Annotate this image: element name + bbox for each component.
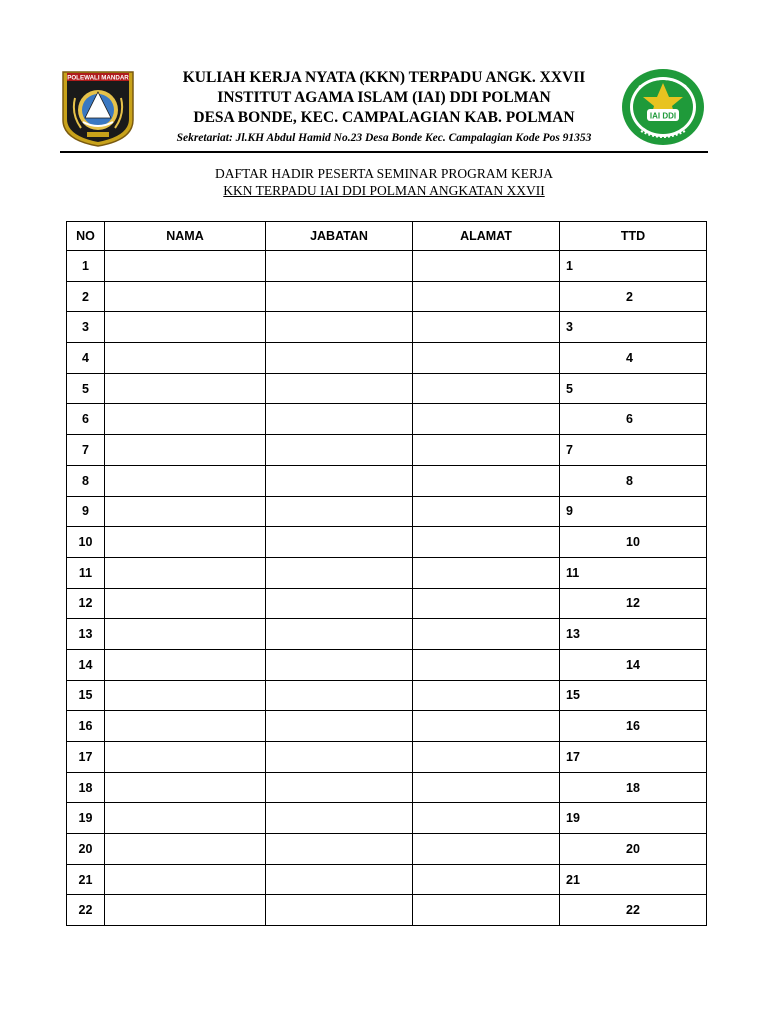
jabatan-cell (266, 465, 413, 496)
column-header-no: NO (67, 222, 105, 251)
nama-cell (105, 864, 266, 895)
signature-cell: 14 (560, 649, 707, 680)
row-number: 22 (67, 895, 105, 926)
signature-cell: 17 (560, 742, 707, 773)
jabatan-cell (266, 742, 413, 773)
jabatan-cell (266, 343, 413, 374)
column-header-ttd: TTD (560, 222, 707, 251)
nama-cell (105, 435, 266, 466)
signature-cell: 19 (560, 803, 707, 834)
alamat-cell (413, 680, 560, 711)
program-title: KULIAH KERJA NYATA (KKN) TERPADU ANGK. XXVII (182, 69, 586, 86)
row-number: 18 (67, 772, 105, 803)
village-location: DESA BONDE, KEC. CAMPALAGIAN KAB. POLMAN (193, 109, 575, 126)
institution-title-block (140, 68, 628, 146)
nama-cell (105, 527, 266, 558)
table-row (67, 465, 707, 496)
jabatan-cell (266, 711, 413, 742)
alamat-cell (413, 803, 560, 834)
alamat-cell (413, 373, 560, 404)
alamat-cell (413, 281, 560, 312)
jabatan-cell (266, 312, 413, 343)
row-number: 2 (67, 281, 105, 312)
nama-cell (105, 649, 266, 680)
document-title-line1: DAFTAR HADIR PESERTA SEMINAR PROGRAM KERJA (215, 166, 553, 181)
table-row (67, 404, 707, 435)
signature-cell: 12 (560, 588, 707, 619)
nama-cell (105, 619, 266, 650)
nama-cell (105, 711, 266, 742)
signature-cell: 5 (560, 373, 707, 404)
alamat-cell (413, 251, 560, 282)
alamat-cell (413, 435, 560, 466)
signature-cell: 16 (560, 711, 707, 742)
row-number: 5 (67, 373, 105, 404)
signature-cell: 2 (560, 281, 707, 312)
column-header-nama: NAMA (105, 222, 266, 251)
alamat-cell (413, 711, 560, 742)
table-row (67, 373, 707, 404)
jabatan-cell (266, 281, 413, 312)
row-number: 4 (67, 343, 105, 374)
table-row (67, 649, 707, 680)
table-row (67, 619, 707, 650)
column-header-alamat: ALAMAT (413, 222, 560, 251)
alamat-cell (413, 619, 560, 650)
signature-cell: 13 (560, 619, 707, 650)
row-number: 16 (67, 711, 105, 742)
jabatan-cell (266, 557, 413, 588)
logo-right-text: IAI DDI (649, 111, 677, 121)
signature-cell: 1 (560, 251, 707, 282)
row-number: 17 (67, 742, 105, 773)
signature-cell: 4 (560, 343, 707, 374)
table-row (67, 895, 707, 926)
alamat-cell (413, 312, 560, 343)
nama-cell (105, 312, 266, 343)
table-row (67, 803, 707, 834)
table-row (67, 527, 707, 558)
nama-cell (105, 588, 266, 619)
row-number: 15 (67, 680, 105, 711)
alamat-cell (413, 588, 560, 619)
row-number: 3 (67, 312, 105, 343)
table-row (67, 281, 707, 312)
row-number: 13 (67, 619, 105, 650)
alamat-cell (413, 834, 560, 865)
signature-cell: 6 (560, 404, 707, 435)
signature-cell: 10 (560, 527, 707, 558)
nama-cell (105, 680, 266, 711)
column-header-jabatan: JABATAN (266, 222, 413, 251)
jabatan-cell (266, 251, 413, 282)
row-number: 14 (67, 649, 105, 680)
signature-cell: 3 (560, 312, 707, 343)
row-number: 12 (67, 588, 105, 619)
jabatan-cell (266, 404, 413, 435)
table-row (67, 312, 707, 343)
jabatan-cell (266, 373, 413, 404)
signature-cell: 22 (560, 895, 707, 926)
nama-cell (105, 404, 266, 435)
institution-name: INSTITUT AGAMA ISLAM (IAI) DDI POLMAN (217, 89, 551, 106)
row-number: 20 (67, 834, 105, 865)
nama-cell (105, 557, 266, 588)
alamat-cell (413, 649, 560, 680)
table-row (67, 864, 707, 895)
signature-cell: 15 (560, 680, 707, 711)
letterhead-divider (60, 151, 708, 153)
jabatan-cell (266, 649, 413, 680)
alamat-cell (413, 404, 560, 435)
alamat-cell (413, 496, 560, 527)
alamat-cell (413, 527, 560, 558)
row-number: 8 (67, 465, 105, 496)
secretariat-address: Sekretariat: Jl.KH Abdul Hamid No.23 Desa Bonde Kec. Campalagian Kode Pos 91353 (176, 132, 592, 144)
nama-cell (105, 251, 266, 282)
alamat-cell (413, 343, 560, 374)
nama-cell (105, 373, 266, 404)
table-row (67, 711, 707, 742)
row-number: 21 (67, 864, 105, 895)
table-row (67, 496, 707, 527)
alamat-cell (413, 864, 560, 895)
table-row (67, 680, 707, 711)
jabatan-cell (266, 772, 413, 803)
row-number: 9 (67, 496, 105, 527)
jabatan-cell (266, 588, 413, 619)
row-number: 1 (67, 251, 105, 282)
row-number: 7 (67, 435, 105, 466)
nama-cell (105, 895, 266, 926)
alamat-cell (413, 895, 560, 926)
logo-left-text: POLEWALI MANDAR (67, 74, 129, 82)
signature-cell: 7 (560, 435, 707, 466)
table-header-row (67, 222, 707, 251)
jabatan-cell (266, 864, 413, 895)
table-row (67, 742, 707, 773)
alamat-cell (413, 465, 560, 496)
jabatan-cell (266, 834, 413, 865)
jabatan-cell (266, 527, 413, 558)
row-number: 6 (67, 404, 105, 435)
nama-cell (105, 803, 266, 834)
row-number: 10 (67, 527, 105, 558)
signature-cell: 21 (560, 864, 707, 895)
signature-cell: 9 (560, 496, 707, 527)
table-row (67, 343, 707, 374)
iai-ddi-emblem-icon (621, 67, 705, 147)
row-number: 19 (67, 803, 105, 834)
signature-cell: 20 (560, 834, 707, 865)
jabatan-cell (266, 680, 413, 711)
nama-cell (105, 281, 266, 312)
attendance-table (66, 221, 707, 926)
nama-cell (105, 343, 266, 374)
alamat-cell (413, 772, 560, 803)
letterhead (0, 0, 768, 160)
jabatan-cell (266, 895, 413, 926)
signature-cell: 11 (560, 557, 707, 588)
jabatan-cell (266, 803, 413, 834)
jabatan-cell (266, 435, 413, 466)
polewali-mandar-emblem-icon (61, 70, 135, 148)
row-number: 11 (67, 557, 105, 588)
document-title-line2: KKN TERPADU IAI DDI POLMAN ANGKATAN XXVII (223, 183, 545, 198)
nama-cell (105, 465, 266, 496)
jabatan-cell (266, 496, 413, 527)
signature-cell: 8 (560, 465, 707, 496)
alamat-cell (413, 742, 560, 773)
signature-cell: 18 (560, 772, 707, 803)
nama-cell (105, 742, 266, 773)
table-row (67, 588, 707, 619)
nama-cell (105, 834, 266, 865)
table-row (67, 834, 707, 865)
table-row (67, 251, 707, 282)
document-title (0, 165, 768, 199)
table-row (67, 435, 707, 466)
table-row (67, 557, 707, 588)
alamat-cell (413, 557, 560, 588)
nama-cell (105, 772, 266, 803)
nama-cell (105, 496, 266, 527)
jabatan-cell (266, 619, 413, 650)
table-row (67, 772, 707, 803)
